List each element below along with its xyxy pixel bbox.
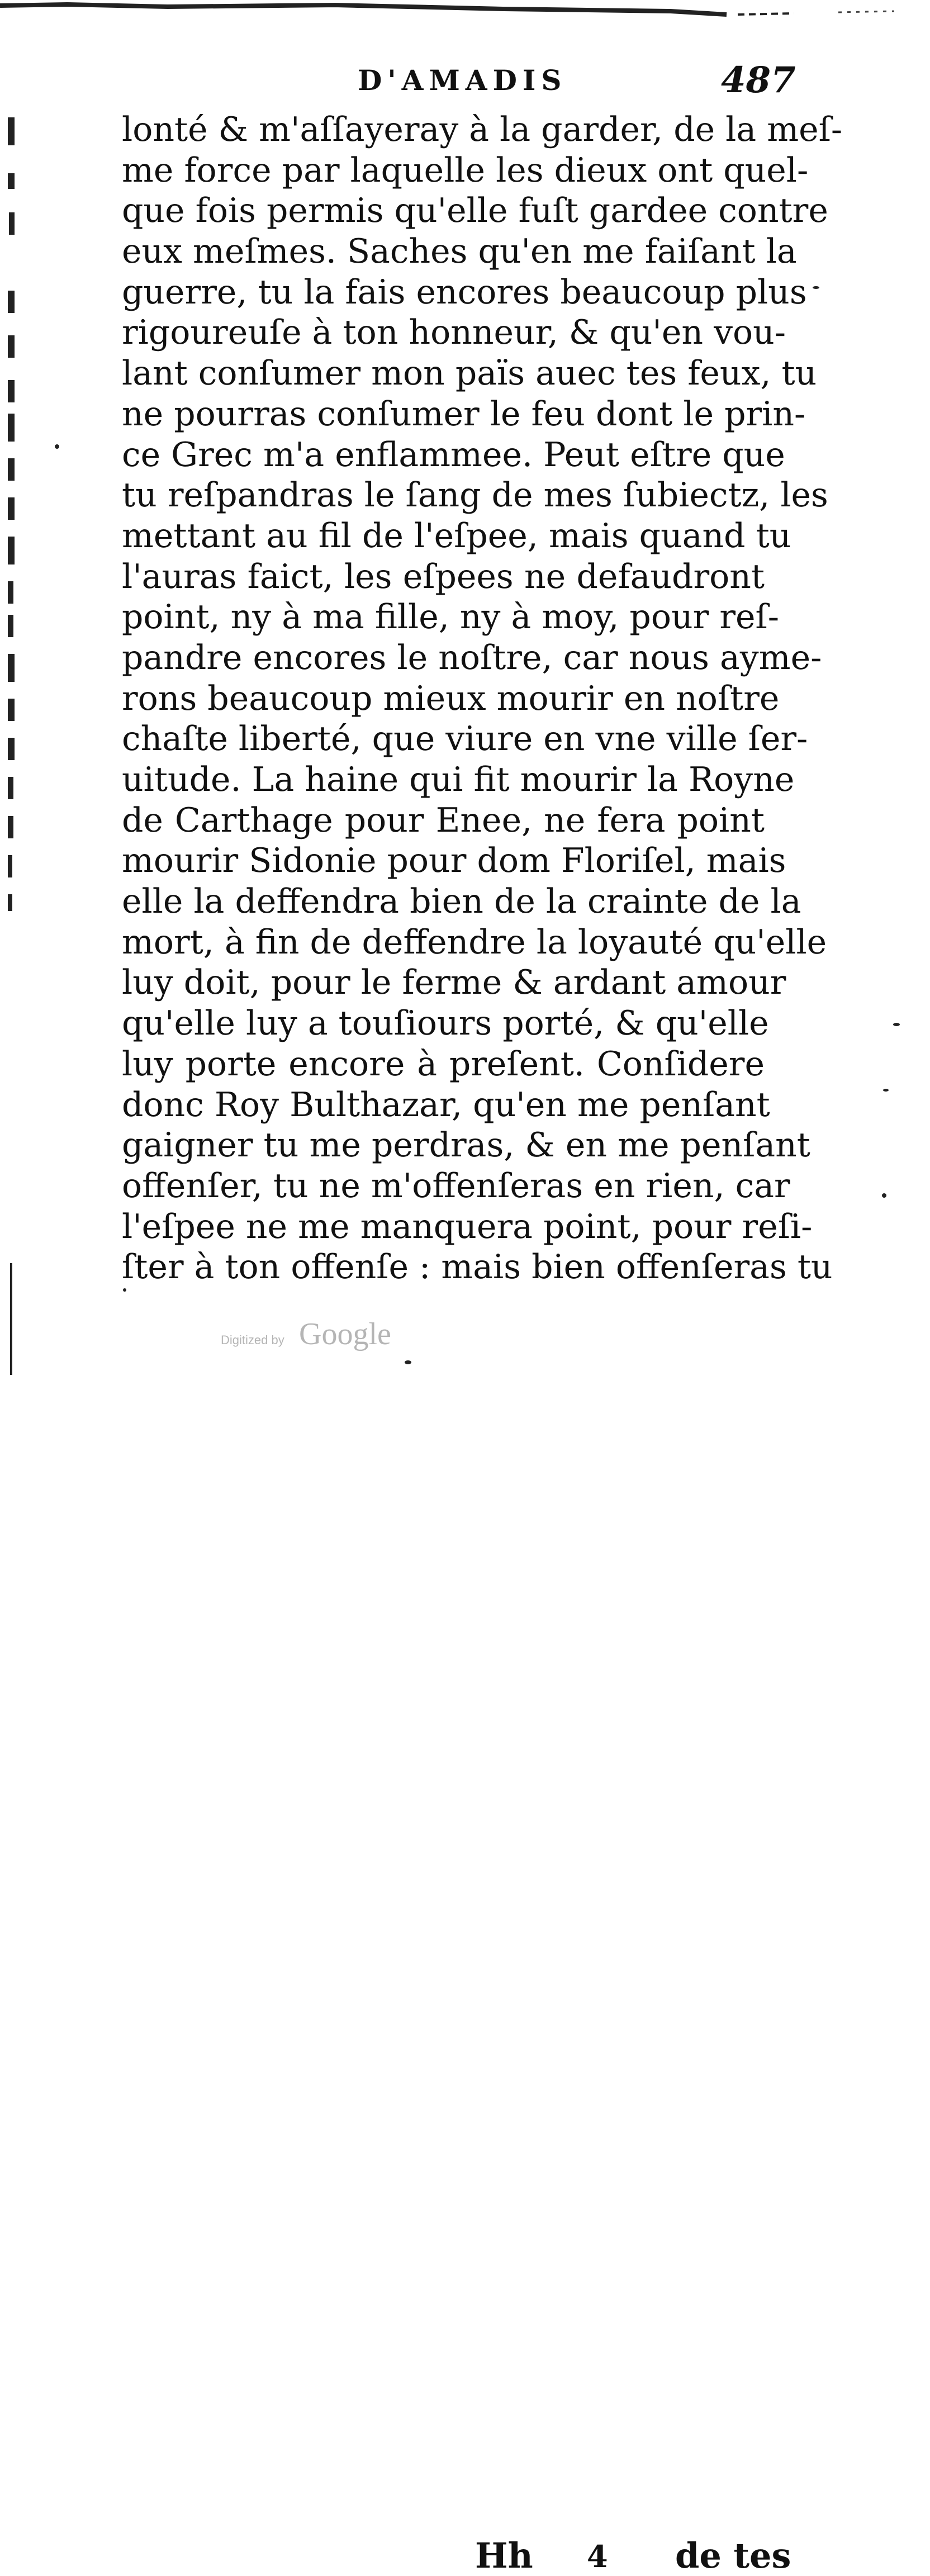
text-line: qu'elle luy a touſiours porté, & qu'elle [122,1004,769,1043]
text-line: de Carthage pour Enee, ne fera point [122,800,765,840]
catchword: de tes [675,2535,791,2576]
text-line: donc Roy Bulthazar, qu'en me penſant [122,1085,770,1125]
text-line: gaigner tu me perdras, & en me penſant [122,1126,810,1165]
text-line: rigoureuſe à ton honneur, & qu'en vou- [122,313,786,353]
text-line: lonté & m'aſſayeray à la garder, de la meſ- [122,110,843,149]
scan-speck [893,1023,900,1026]
scan-speck [883,1089,889,1092]
scan-speck [813,286,819,289]
text-line: tu reſpandras le ſang de mes ſubiectz, les [122,476,828,515]
text-line: uitude. La haine qui fit mourir la Royne [122,760,795,799]
text-line: ce Grec m'a enflammee. Peut eſtre que [122,435,785,475]
text-line: mort, à fin de deffendre la loyauté qu'elle [122,922,827,962]
text-line: chaſte liberté, que viure en vne ville ſer- [122,719,808,759]
signature-number: 4 [587,2539,608,2574]
scan-top-edge [0,0,930,22]
text-line: luy doit, pour le ferme & ardant amour [122,963,786,1003]
running-head [0,56,930,101]
text-line: luy porte encore à preſent. Conſidere [122,1044,765,1084]
scan-speck [55,444,59,449]
watermark-prefix: Digitized by [221,1333,284,1347]
watermark-logo: Google [299,1317,391,1351]
page-number: 487 [721,59,796,101]
text-line: rons beaucoup mieux mourir en noſtre [122,679,780,718]
text-line: lant conſumer mon païs auec tes feux, tu [122,354,817,393]
text-line: que fois permis qu'elle fuſt gardee contre [122,191,828,231]
scan-speck [405,1360,411,1364]
text-line: mettant au fil de l'eſpee, mais quand tu [122,516,791,556]
text-line: elle la deffendra bien de la crainte de la [122,882,801,922]
text-line: me force par laquelle les dieux ont quel- [122,150,809,190]
text-line: ne pourras conſumer le feu dont le prin- [122,394,806,434]
text-line: point, ny à ma fille, ny à moy, pour reſ- [122,597,780,637]
scan-left-margin-bleed [0,101,78,1386]
text-line: mourir Sidonie pour dom Floriſel, mais [122,841,786,881]
text-line: offenſer, tu ne m'offenſeras en rien, car [122,1166,790,1206]
text-line: eux meſmes. Saches qu'en me faiſant la [122,232,797,272]
text-line: l'eſpee ne me manquera point, pour reſi- [122,1207,813,1246]
text-line: l'auras faict, les eſpees ne defaudront [122,557,765,596]
digitization-watermark [221,1316,433,1355]
body-text [122,110,843,1288]
running-title: D'AMADIS [358,64,567,97]
text-line: guerre, tu la fais encores beaucoup plus [122,272,807,312]
text-line: ſter à ton offenſe : mais bien offenſeras tu [122,1247,833,1287]
scan-speck [123,1288,126,1292]
text-line: pandre encores le noſtre, car nous ayme- [122,638,822,677]
scan-speck [882,1193,886,1198]
signature-mark: Hh [475,2535,533,2576]
